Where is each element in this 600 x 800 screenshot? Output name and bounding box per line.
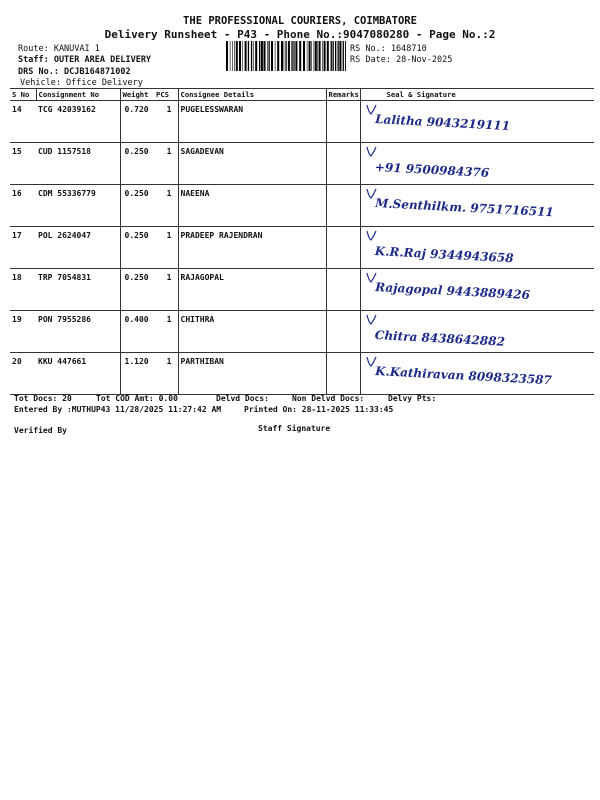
verified-by-label: Verified By [14,426,67,435]
handwritten-signature-text: Rajagopal 9443889426 [374,280,530,303]
row-sno: 20 [10,353,36,395]
row-pcs: 1 [154,269,178,311]
row-signature-cell [360,227,594,269]
col-header-pcs: PCS [154,89,178,101]
handwritten-signature-text: K.R.Raj 9344943658 [374,244,514,266]
handwritten-signature-text: Chitra 8438642882 [374,328,505,349]
row-consignment-no: CUD 1157518 [36,143,120,185]
row-weight: 0.250 [120,269,154,311]
handwritten-signature-text: M.Senthilkm. 9751716511 [374,196,554,220]
row-sno: 14 [10,101,36,143]
table-row [10,185,594,227]
vehicle-label: Vehicle: Office Delivery [20,78,143,88]
handwritten-signature-text: K.Kathiravan 8098323587 [374,364,552,388]
row-pcs: 1 [154,101,178,143]
handwritten-signature-text: +91 9500984376 [374,160,490,180]
row-remarks [326,227,360,269]
row-sno: 18 [10,269,36,311]
row-remarks [326,101,360,143]
row-remarks [326,311,360,353]
rs-date: RS Date: 28-Nov-2025 [350,55,453,65]
handwritten-signature [361,101,600,145]
row-pcs: 1 [154,143,178,185]
row-consignment-no: PON 7955286 [36,311,120,353]
row-consignee: NAEENA [178,185,326,227]
staff-signature-label: Staff Signature [258,424,331,433]
total-cod-amount: Tot COD Amt: 0.00 [96,394,178,403]
row-signature-cell [360,311,594,353]
row-weight: 1.120 [120,353,154,395]
col-header-remarks: Remarks [326,89,360,101]
row-remarks [326,143,360,185]
handwritten-signature [361,143,600,187]
row-sno: 19 [10,311,36,353]
drs-number: DRS No.: DCJB164871002 [18,67,131,77]
table-row [10,227,594,269]
handwritten-signature [361,185,600,229]
route-label: Route: KANUVAI 1 [18,44,100,54]
non-delivered-docs: Non Delvd Docs: [292,394,365,403]
row-consignee: PARTHIBAN [178,353,326,395]
row-pcs: 1 [154,353,178,395]
row-remarks [326,353,360,395]
row-consignee: PRADEEP RAJENDRAN [178,227,326,269]
row-weight: 0.250 [120,185,154,227]
col-header-weight: Weight [120,89,154,101]
row-signature-cell [360,353,594,395]
delivery-points: Delvy Pts: [388,394,437,403]
row-sno: 15 [10,143,36,185]
table-row [10,143,594,185]
staff-label: Staff: OUTER AREA DELIVERY [18,55,152,65]
row-consignment-no: CDM 55336779 [36,185,120,227]
row-remarks [326,269,360,311]
table-header-row [10,89,594,101]
col-header-consignment: Consignment No [36,89,120,101]
row-pcs: 1 [154,227,178,269]
row-sno: 16 [10,185,36,227]
row-consignee: PUGELESSWARAN [178,101,326,143]
row-sno: 17 [10,227,36,269]
table-row [10,101,594,143]
runsheet-subtitle: Delivery Runsheet - P43 - Phone No.:9047080280 - Page No.:2 [104,28,496,41]
row-pcs: 1 [154,311,178,353]
row-remarks [326,185,360,227]
handwritten-signature [361,269,600,313]
table-row [10,353,594,395]
table-row [10,311,594,353]
col-header-consignee: Consignee Details [178,89,326,101]
handwritten-signature [361,353,600,397]
total-docs: Tot Docs: 20 [14,394,72,403]
row-consignment-no: TRP 7054831 [36,269,120,311]
row-consignee: RAJAGOPAL [178,269,326,311]
row-signature-cell [360,269,594,311]
row-signature-cell [360,185,594,227]
row-weight: 0.720 [120,101,154,143]
row-consignee: CHITHRA [178,311,326,353]
handwritten-signature [361,311,600,355]
col-header-sno: S No [10,89,36,101]
row-signature-cell [360,101,594,143]
company-title: THE PROFESSIONAL COURIERS, COIMBATORE [183,15,417,27]
row-weight: 0.250 [120,143,154,185]
row-consignee: SAGADEVAN [178,143,326,185]
handwritten-signature-text: Lalitha 9043219111 [374,112,510,134]
row-weight: 0.400 [120,311,154,353]
barcode-image [226,41,346,71]
table-row [10,269,594,311]
row-weight: 0.250 [120,227,154,269]
delivered-docs: Delvd Docs: [216,394,269,403]
col-header-signature: Seal & Signature [360,89,594,101]
row-consignment-no: TCG 42039162 [36,101,120,143]
entered-by: Entered By :MUTHUP43 11/28/2025 11:27:42 AM [14,405,222,414]
row-signature-cell [360,143,594,185]
rs-number: RS No.: 1648710 [350,44,427,54]
row-pcs: 1 [154,185,178,227]
printed-on: Printed On: 28-11-2025 11:33:45 [244,405,394,414]
handwritten-signature [361,227,600,271]
row-consignment-no: POL 2624047 [36,227,120,269]
delivery-table [10,88,594,395]
row-consignment-no: KKU 447661 [36,353,120,395]
